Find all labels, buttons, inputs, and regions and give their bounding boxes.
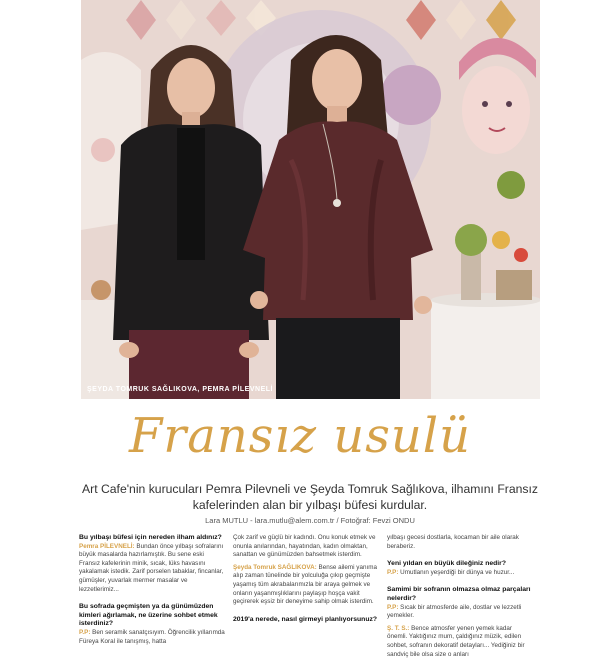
paragraph: Çok zarif ve güçlü bir kadındı. Onu konuk etmek ve onunla anılarından, hayatından, kadın olmaktan, sanattan ve günümüzden bahsetmek isterdim. bbox=[233, 534, 376, 559]
speaker-label: Pemra PİLEVNELİ: bbox=[79, 542, 135, 550]
answer-text: Bundan önce yılbaşı sofralarını büyük masalarda hazırlamıştık. Bu sene eski Fransız kafelerinin minik, sıcak, lüks havasını yakalamak istedik. Zarif porselen tabaklar, fincanlar, gümüşler, yuvarlak mermer masalar ve lezzetlerimiz... bbox=[79, 542, 224, 593]
photo-illustration bbox=[81, 0, 540, 399]
answer-text: Umutlanın yeşerdiği bir dünya ve huzur... bbox=[398, 568, 515, 576]
paragraph: yılbaşı gecesi dostlarla, kocaman bir aile olarak beraberiz. bbox=[387, 534, 519, 550]
photo-caption: ŞEYDA TOMRUK SAĞLIKOVA, PEMRA PİLEVNELİ bbox=[87, 386, 273, 393]
article-lead: Art Cafe'nin kurucuları Pemra Pilevneli ve Şeyda Tomruk Sağlıkova, ilhamını Fransız kafelerinden alan bir yılbaşı büfesi kurdular. bbox=[82, 482, 538, 512]
text-column-3 bbox=[387, 534, 533, 663]
answer bbox=[79, 543, 225, 595]
question: Yeni yıldan en büyük dileğiniz nedir? bbox=[387, 560, 506, 568]
question: 2019'a nerede, nasıl girmeyi planlıyorsunuz? bbox=[233, 615, 378, 623]
question: Bu yılbaşı büfesi için nereden ilham aldınız? bbox=[79, 534, 222, 541]
answer bbox=[387, 625, 533, 659]
answer bbox=[233, 564, 379, 607]
answer bbox=[79, 629, 225, 646]
speaker-label: P.P: bbox=[387, 603, 399, 611]
text-column-1 bbox=[79, 534, 225, 650]
article-title: Fransız usulü bbox=[128, 408, 472, 464]
answer-text: Bence atmosfer yenen yemek kadar önemli. Yaktığınız mum, çaldığınız müzik, edilen sohbet, sofranın dekoratif detayları... Yediğiniz bir sandviç bile olsa size o anları bbox=[387, 624, 525, 658]
answer bbox=[387, 569, 533, 578]
speaker-label: Şeyda Tomruk SAĞLIKOVA: bbox=[233, 563, 317, 571]
question: Bu sofrada geçmişten ya da günümüzden kimleri ağırlamak, ne üzerine sohbet etmek isterdiniz? bbox=[79, 603, 218, 628]
answer-text: Sıcak bir atmosferde aile, dostlar ve lezzetli yemekler. bbox=[387, 603, 522, 620]
article-byline: Lara MUTLU - lara.mutlu@alem.com.tr / Fotoğraf: Fevzi ONDU bbox=[205, 516, 415, 525]
speaker-label: P.P: bbox=[387, 568, 399, 576]
speaker-label: P.P: bbox=[79, 628, 91, 636]
answer-text: Ben seramik sanatçısıyım. Öğrencilik yıllarımda Füreya Koral ile tanışmış, hatta bbox=[79, 628, 225, 645]
text-column-2 bbox=[233, 534, 379, 624]
answer bbox=[387, 604, 533, 621]
question: Samimi bir sofranın olmazsa olmaz parçaları nelerdir? bbox=[387, 586, 531, 602]
cover-photo bbox=[81, 0, 540, 399]
answer-text: Bense ailemi yanıma alıp zaman tünelinde bir yolculuğa çıkıp geçmişte yaşamış tüm akrabalarımızla bir araya gelmek ve onların yaşanmışlıklarını paylaşıp hoşça vakit geçirerek eşsiz bir deneyime sahip olmak isterdim. bbox=[233, 563, 377, 606]
speaker-label: Ş. T. S.: bbox=[387, 624, 410, 632]
